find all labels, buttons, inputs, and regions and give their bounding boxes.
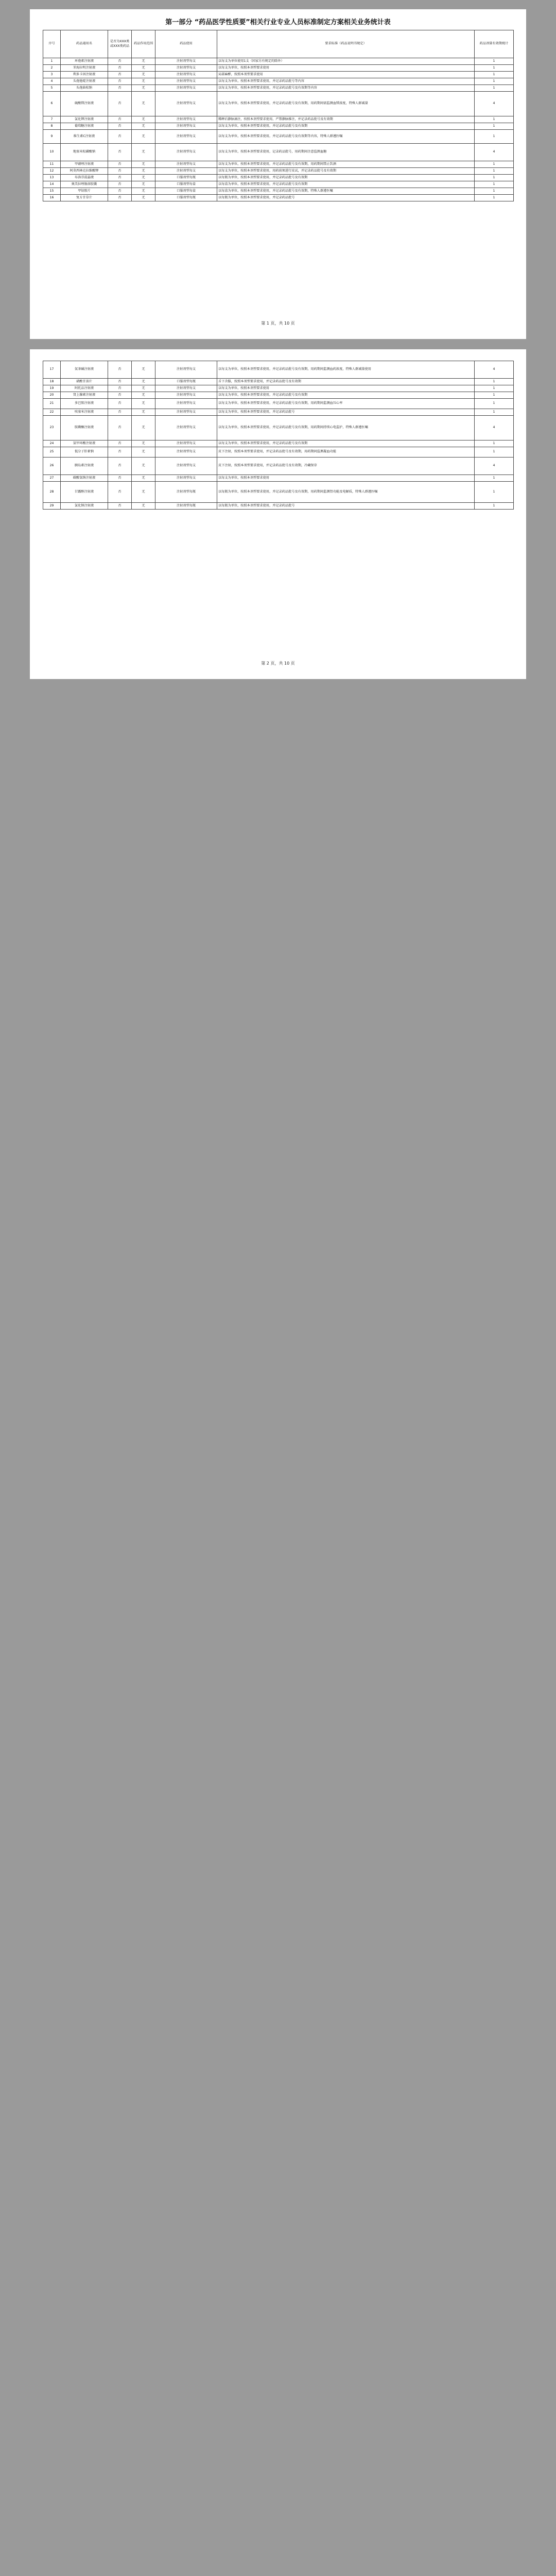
cell-drug-name: 氨甲环酸注射液	[61, 440, 108, 447]
cell-scope: 无	[132, 503, 155, 510]
cell-drug-name: 氯化钠注射液	[61, 503, 108, 510]
table-row	[43, 361, 514, 379]
cell-category: 否	[108, 175, 132, 181]
table-row	[43, 409, 514, 416]
cell-requirement: 以每支为单位，按照本剂型要求使用	[217, 385, 475, 392]
cell-scope: 无	[132, 181, 155, 188]
cell-drug-name: 甲钴胺片	[61, 188, 108, 195]
cell-category: 否	[108, 385, 132, 392]
page-footer: 第 1 页，共 10 页	[261, 321, 295, 326]
cell-category: 否	[108, 392, 132, 399]
cell-scope: 无	[132, 65, 155, 72]
cell-dosage: 1	[475, 65, 514, 72]
cell-scope: 无	[132, 72, 155, 78]
cell-index: 29	[43, 503, 61, 510]
cell-dosage: 1	[475, 379, 514, 385]
cell-requirement: 以每支为单位，按照本剂型要求使用，并记录药品批号及有效期	[217, 440, 475, 447]
cell-usage: 注射剂型每支	[155, 447, 217, 457]
cell-category: 否	[108, 85, 132, 92]
cell-requirement: 以每支为单位，按照本剂型要求使用	[217, 475, 475, 482]
cell-category: 否	[108, 409, 132, 416]
cell-index: 7	[43, 116, 61, 123]
table-row	[43, 123, 514, 130]
cell-index: 20	[43, 392, 61, 399]
cell-drug-name: 甘露醇注射液	[61, 482, 108, 503]
cell-requirement: 以每瓶为单位，按照本剂型要求使用，并记录药品批号	[217, 503, 475, 510]
cell-requirement: 以每盒为单位，按照本剂型要求使用，并记录药品批号及有效期	[217, 181, 475, 188]
cell-dosage: 1	[475, 175, 514, 181]
cell-drug-name: 硝酸甘油片	[61, 379, 108, 385]
cell-category: 否	[108, 161, 132, 168]
cell-requirement: 以每支为单位，按照本剂型要求使用，并记录药品批号及有效期	[217, 123, 475, 130]
table-row	[43, 144, 514, 161]
table-row	[43, 379, 514, 385]
table-row	[43, 416, 514, 440]
cell-category: 否	[108, 144, 132, 161]
header-scope: 药品作用范围	[132, 30, 155, 58]
cell-scope: 无	[132, 92, 155, 116]
cell-requirement: 以每支为单位，按照本剂型要求使用，并记录药品批号及有效期，用药期间禁止饮酒	[217, 161, 475, 168]
table-row	[43, 161, 514, 168]
cell-usage: 口服剂型每瓶	[155, 195, 217, 201]
table-row	[43, 65, 514, 72]
cell-category: 否	[108, 116, 132, 123]
cell-index: 24	[43, 440, 61, 447]
cell-usage: 口服剂型每盒	[155, 188, 217, 195]
cell-usage: 注射剂型每支	[155, 85, 217, 92]
cell-usage: 注射剂型每支	[155, 72, 217, 78]
cell-requirement: 以每瓶为单位，按照本剂型要求使用，并记录药品批号	[217, 195, 475, 201]
cell-scope: 无	[132, 116, 155, 123]
cell-index: 27	[43, 475, 61, 482]
cell-drug-name: 布洛芬混悬液	[61, 175, 108, 181]
cell-drug-name: 多巴胺注射液	[61, 399, 108, 409]
cell-usage: 注射剂型每支	[155, 416, 217, 440]
cell-dosage: 1	[475, 188, 514, 195]
cell-category: 否	[108, 58, 132, 65]
header-usage: 药品使用	[155, 30, 217, 58]
cell-usage: 注射剂型每支	[155, 78, 217, 85]
cell-scope: 无	[132, 385, 155, 392]
cell-dosage: 1	[475, 85, 514, 92]
cell-usage: 注射剂型每支	[155, 409, 217, 416]
table-row	[43, 181, 514, 188]
cell-usage: 注射剂型每支	[155, 168, 217, 175]
table-row	[43, 92, 514, 116]
cell-index: 25	[43, 447, 61, 457]
cell-dosage: 1	[475, 447, 514, 457]
cell-scope: 无	[132, 399, 155, 409]
cell-category: 否	[108, 457, 132, 475]
table-header-row	[43, 30, 514, 58]
table-row	[43, 58, 514, 65]
page-table	[43, 30, 514, 201]
cell-scope: 无	[132, 409, 155, 416]
cell-index: 5	[43, 85, 61, 92]
cell-drug-name: 头孢曲松钠	[61, 85, 108, 92]
cell-category: 否	[108, 181, 132, 188]
cell-dosage: 1	[475, 482, 514, 503]
cell-drug-name: 葡萄糖注射液	[61, 123, 108, 130]
cell-drug-name: 苯海拉明注射液	[61, 65, 108, 72]
cell-index: 4	[43, 78, 61, 85]
cell-drug-name: 碳酸氢钠注射液	[61, 475, 108, 482]
cell-drug-name: 硫酸镁注射液	[61, 92, 108, 116]
cell-usage: 注射剂型每支	[155, 130, 217, 144]
cell-category: 否	[108, 399, 132, 409]
cell-dosage: 1	[475, 195, 514, 201]
cell-drug-name: 氨茶碱注射液	[61, 361, 108, 379]
cell-index: 10	[43, 144, 61, 161]
cell-scope: 无	[132, 175, 155, 181]
cell-scope: 无	[132, 85, 155, 92]
cell-scope: 无	[132, 130, 155, 144]
cell-category: 否	[108, 168, 132, 175]
cell-index: 3	[43, 72, 61, 78]
cell-index: 26	[43, 457, 61, 475]
cell-requirement: 以每支为单位，按照本剂型要求使用，并记录药品批号及有效期等内容，特殊人群遵医嘱	[217, 130, 475, 144]
cell-dosage: 1	[475, 503, 514, 510]
cell-index: 14	[43, 181, 61, 188]
table-row	[43, 188, 514, 195]
page-footer: 第 2 页，共 10 页	[261, 661, 295, 666]
cell-usage: 注射剂型每支	[155, 457, 217, 475]
cell-drug-name: 环孢素注射液	[61, 58, 108, 65]
cell-requirement: 以每支为单位使用1支（国家另有规定的除外）	[217, 58, 475, 65]
cell-scope: 无	[132, 379, 155, 385]
cell-requirement: 以每支为单位，按照本剂型要求使用，并记录药品批号	[217, 409, 475, 416]
cell-category: 否	[108, 72, 132, 78]
cell-drug-name: 氯化钾注射液	[61, 116, 108, 123]
cell-usage: 注射剂型每支	[155, 123, 217, 130]
table-body	[43, 361, 514, 510]
cell-scope: 无	[132, 58, 155, 65]
cell-category: 否	[108, 447, 132, 457]
cell-scope: 无	[132, 78, 155, 85]
cell-requirement: 以每盒为单位，按照本剂型要求使用，并记录药品批号及有效期，特殊人群遵医嘱	[217, 188, 475, 195]
header-drug-name: 药品通用名	[61, 30, 108, 58]
table-row	[43, 72, 514, 78]
cell-category: 否	[108, 130, 132, 144]
cell-drug-name: 复方甘草片	[61, 195, 108, 201]
cell-dosage: 4	[475, 92, 514, 116]
cell-index: 11	[43, 161, 61, 168]
cell-dosage: 1	[475, 78, 514, 85]
table-row	[43, 78, 514, 85]
cell-index: 6	[43, 92, 61, 116]
cell-index: 12	[43, 168, 61, 175]
header-category: 是否为XXX类或XXX类药品	[108, 30, 132, 58]
cell-drug-name: 呋塞米注射液	[61, 409, 108, 416]
cell-usage: 注射剂型每支	[155, 385, 217, 392]
cell-usage: 口服剂型每瓶	[155, 379, 217, 385]
cell-dosage: 4	[475, 361, 514, 379]
cell-requirement: 稀释后静脉滴注，按照本剂型要求使用，严禁静脉推注，并记录药品批号及有效期	[217, 116, 475, 123]
cell-drug-name: 地塞米松磷酸钠	[61, 144, 108, 161]
cell-drug-name: 胺碘酮注射液	[61, 416, 108, 440]
table-row	[43, 447, 514, 457]
cell-requirement: 以每支为单位，按照本剂型要求使用	[217, 65, 475, 72]
cell-usage: 注射剂型每支	[155, 116, 217, 123]
cell-scope: 无	[132, 195, 155, 201]
cell-index: 15	[43, 188, 61, 195]
cell-dosage: 1	[475, 130, 514, 144]
cell-usage: 注射剂型每支	[155, 144, 217, 161]
cell-scope: 无	[132, 161, 155, 168]
page-table	[43, 361, 514, 510]
cell-index: 22	[43, 409, 61, 416]
cell-scope: 无	[132, 392, 155, 399]
cell-requirement: 以每支为单位，按照本剂型要求使用，并记录药品批号及有效期，用药期间需监测血镁浓度，特殊人群减量	[217, 92, 475, 116]
cell-requirement: 以每支为单位，按照本剂型要求使用，并记录药品批号及有效期等内容	[217, 85, 475, 92]
cell-requirement: 局部麻醉，按照本剂型要求使用	[217, 72, 475, 78]
cell-scope: 无	[132, 168, 155, 175]
cell-scope: 无	[132, 447, 155, 457]
cell-drug-name: 维生素C注射液	[61, 130, 108, 144]
cell-index: 28	[43, 482, 61, 503]
cell-scope: 无	[132, 475, 155, 482]
table-body	[43, 58, 514, 201]
cell-usage: 注射剂型每支	[155, 65, 217, 72]
cell-requirement: 以每支为单位，按照本剂型要求使用，并记录药品批号及有效期，用药期间监测血压心率	[217, 399, 475, 409]
cell-index: 13	[43, 175, 61, 181]
cell-requirement: 以每支为单位，按照本剂型要求使用，并记录药品批号及有效期	[217, 392, 475, 399]
cell-dosage: 1	[475, 58, 514, 65]
cell-usage: 注射剂型每支	[155, 475, 217, 482]
cell-dosage: 4	[475, 144, 514, 161]
cell-usage: 注射剂型每支	[155, 392, 217, 399]
table-row	[43, 116, 514, 123]
cell-usage: 注射剂型每瓶	[155, 503, 217, 510]
cell-requirement: 以每瓶为单位，按照本剂型要求使用，并记录药品批号及有效期	[217, 175, 475, 181]
table-row	[43, 175, 514, 181]
cell-index: 1	[43, 58, 61, 65]
document-page	[30, 349, 526, 679]
cell-index: 17	[43, 361, 61, 379]
cell-index: 21	[43, 399, 61, 409]
cell-category: 否	[108, 78, 132, 85]
cell-requirement: 以每支为单位，按照本剂型要求使用，并记录药品批号及有效期，用药期间监测血药浓度，特殊人群减量使用	[217, 361, 475, 379]
cell-index: 18	[43, 379, 61, 385]
cell-scope: 无	[132, 440, 155, 447]
cell-index: 8	[43, 123, 61, 130]
cell-scope: 无	[132, 361, 155, 379]
table-row	[43, 399, 514, 409]
table-row	[43, 440, 514, 447]
table-row	[43, 385, 514, 392]
cell-category: 否	[108, 188, 132, 195]
cell-usage: 注射剂型每支	[155, 361, 217, 379]
cell-index: 19	[43, 385, 61, 392]
cell-category: 否	[108, 195, 132, 201]
cell-dosage: 4	[475, 457, 514, 475]
cell-dosage: 1	[475, 72, 514, 78]
cell-drug-name: 阿莫西林克拉维酸钾	[61, 168, 108, 175]
cell-category: 否	[108, 416, 132, 440]
cell-dosage: 1	[475, 392, 514, 399]
cell-scope: 无	[132, 123, 155, 130]
table-row	[43, 482, 514, 503]
cell-category: 否	[108, 503, 132, 510]
cell-category: 否	[108, 361, 132, 379]
cell-drug-name: 利多卡因注射液	[61, 72, 108, 78]
cell-requirement: 以每支为单位，按照本剂型要求使用，并记录药品批号及有效期，用药期间持续心电监护，特殊人群遵医嘱	[217, 416, 475, 440]
cell-dosage: 1	[475, 161, 514, 168]
cell-usage: 注射剂型每支	[155, 161, 217, 168]
cell-dosage: 1	[475, 440, 514, 447]
document-title: 第一部分 “药品医学性质要”相关行业专业人员标准制定方案相关业务统计表	[165, 19, 391, 26]
cell-drug-name: 头孢他啶注射液	[61, 78, 108, 85]
cell-drug-name: 肾上腺素注射液	[61, 392, 108, 399]
table-row	[43, 392, 514, 399]
cell-drug-name: 阿托品注射液	[61, 385, 108, 392]
cell-drug-name: 甲硝唑注射液	[61, 161, 108, 168]
cell-index: 2	[43, 65, 61, 72]
cell-dosage: 1	[475, 409, 514, 416]
cell-category: 否	[108, 92, 132, 116]
cell-usage: 注射剂型每支	[155, 58, 217, 65]
cell-dosage: 1	[475, 385, 514, 392]
cell-usage: 注射剂型每支	[155, 440, 217, 447]
cell-dosage: 1	[475, 116, 514, 123]
table-row	[43, 195, 514, 201]
cell-index: 23	[43, 416, 61, 440]
cell-dosage: 1	[475, 181, 514, 188]
cell-requirement: 以每瓶为单位，按照本剂型要求使用，并记录药品批号及有效期，用药期间监测肾功能及电解质，特殊人群遵医嘱	[217, 482, 475, 503]
cell-index: 16	[43, 195, 61, 201]
table-row	[43, 85, 514, 92]
cell-requirement: 皮下注射，按照本剂型要求使用，并记录药品批号及有效期，用药期间监测凝血功能	[217, 447, 475, 457]
table-row	[43, 475, 514, 482]
cell-dosage: 1	[475, 475, 514, 482]
cell-category: 否	[108, 379, 132, 385]
cell-requirement: 以每支为单位，按照本剂型要求使用，用药前须进行皮试，并记录药品批号及有效期	[217, 168, 475, 175]
cell-dosage: 1	[475, 168, 514, 175]
cell-dosage: 4	[475, 416, 514, 440]
cell-requirement: 舌下含服，按照本剂型要求使用，并记录药品批号及有效期	[217, 379, 475, 385]
cell-usage: 注射剂型每支	[155, 92, 217, 116]
cell-index: 9	[43, 130, 61, 144]
cell-drug-name: 奥美拉唑肠溶胶囊	[61, 181, 108, 188]
cell-dosage: 1	[475, 399, 514, 409]
cell-usage: 注射剂型每瓶	[155, 482, 217, 503]
cell-category: 否	[108, 482, 132, 503]
table-row	[43, 168, 514, 175]
cell-scope: 无	[132, 482, 155, 503]
header-index: 序号	[43, 30, 61, 58]
cell-drug-name: 胰岛素注射液	[61, 457, 108, 475]
cell-category: 否	[108, 65, 132, 72]
cell-dosage: 1	[475, 123, 514, 130]
header-requirement: 要求标准（药品说明书规定）	[217, 30, 475, 58]
cell-scope: 无	[132, 416, 155, 440]
cell-drug-name: 低分子肝素钠	[61, 447, 108, 457]
cell-scope: 无	[132, 144, 155, 161]
header-dosage: 药品剂量有效期统计	[475, 30, 514, 58]
cell-scope: 无	[132, 188, 155, 195]
cell-usage: 口服剂型每瓶	[155, 175, 217, 181]
cell-usage: 注射剂型每支	[155, 399, 217, 409]
cell-category: 否	[108, 123, 132, 130]
cell-usage: 口服剂型每盒	[155, 181, 217, 188]
cell-requirement: 以每支为单位，按照本剂型要求使用，记录药品批号，用药期间注意监测血糖	[217, 144, 475, 161]
cell-requirement: 以每支为单位，按照本剂型要求使用，并记录药品批号等内容	[217, 78, 475, 85]
table-row	[43, 457, 514, 475]
cell-category: 否	[108, 440, 132, 447]
table-row	[43, 130, 514, 144]
table-row	[43, 503, 514, 510]
cell-requirement: 皮下注射，按照本剂型要求使用，并记录药品批号及有效期，冷藏保存	[217, 457, 475, 475]
cell-category: 否	[108, 475, 132, 482]
cell-scope: 无	[132, 457, 155, 475]
document-page	[30, 9, 526, 339]
